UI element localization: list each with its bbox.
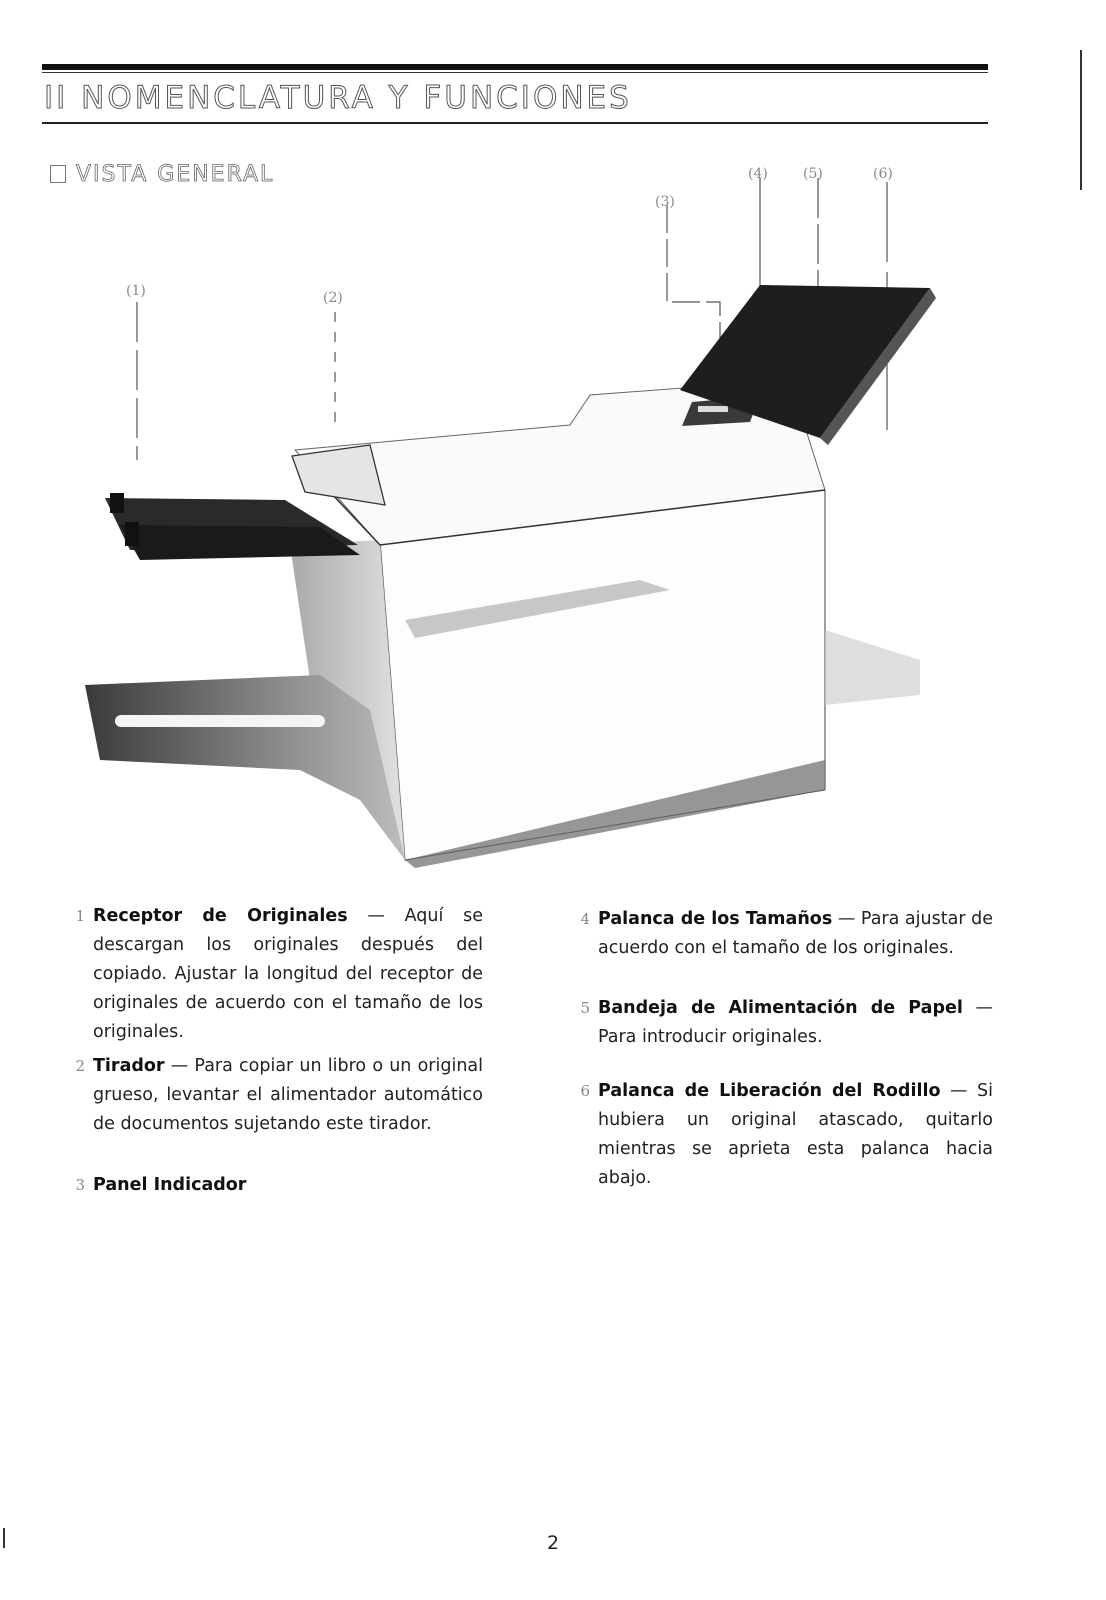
copier-illustration	[70, 160, 970, 880]
item-term: Bandeja de Alimentación de Papel	[598, 998, 963, 1018]
item-text: — Para introducir originales.	[598, 998, 993, 1047]
scan-edge-mark	[1080, 50, 1082, 190]
item-term: Receptor de Originales	[93, 906, 348, 926]
callout-3: (3)	[655, 194, 675, 210]
item-term: Tirador	[93, 1056, 165, 1076]
callout-4: (4)	[748, 166, 768, 182]
callout-5: (5)	[803, 166, 823, 182]
page-number: 2	[546, 1532, 560, 1554]
page-title: II NOMENCLATURA Y FUNCIONES	[44, 80, 632, 116]
item-number: 5	[580, 999, 590, 1017]
item-6	[580, 1077, 993, 1193]
item-term: Palanca de los Tamaños	[598, 909, 833, 929]
item-1	[75, 902, 483, 1047]
item-3	[75, 1171, 483, 1200]
item-text: — Para ajustar de acuerdo con el tamaño de los originales.	[598, 909, 993, 958]
item-term: Panel Indicador	[93, 1175, 247, 1195]
item-text: — Si hubiera un original atascado, quitarlo mientras se aprieta esta palanca hacia abajo.	[598, 1081, 993, 1188]
item-number: 6	[580, 1082, 590, 1100]
item-number: 1	[75, 907, 85, 925]
item-5	[580, 994, 993, 1052]
scan-edge-mark	[3, 1528, 5, 1548]
copier-body	[85, 285, 936, 868]
title-underline	[42, 122, 988, 124]
item-text: — Aquí se descargan los originales después del copiado. Ajustar la longitud del receptor de originales de acuerdo con el tamaño de los originales.	[93, 906, 483, 1042]
section-marker-icon	[50, 165, 66, 183]
section-title-text: VISTA GENERAL	[76, 162, 275, 187]
header-rule-thick	[42, 64, 988, 70]
callout-2: (2)	[323, 290, 343, 306]
item-number: 3	[75, 1176, 85, 1194]
header-rule-thin	[42, 72, 988, 73]
item-text: — Para copiar un libro o un original grueso, levantar el alimentador automático de documentos sujetando este tirador.	[93, 1056, 483, 1134]
item-number: 2	[75, 1057, 85, 1075]
item-number: 4	[580, 910, 590, 928]
item-2	[75, 1052, 483, 1139]
callout-1: (1)	[126, 283, 146, 299]
callout-6: (6)	[873, 166, 893, 182]
item-term: Palanca de Liberación del Rodillo	[598, 1081, 941, 1101]
item-4	[580, 905, 993, 963]
